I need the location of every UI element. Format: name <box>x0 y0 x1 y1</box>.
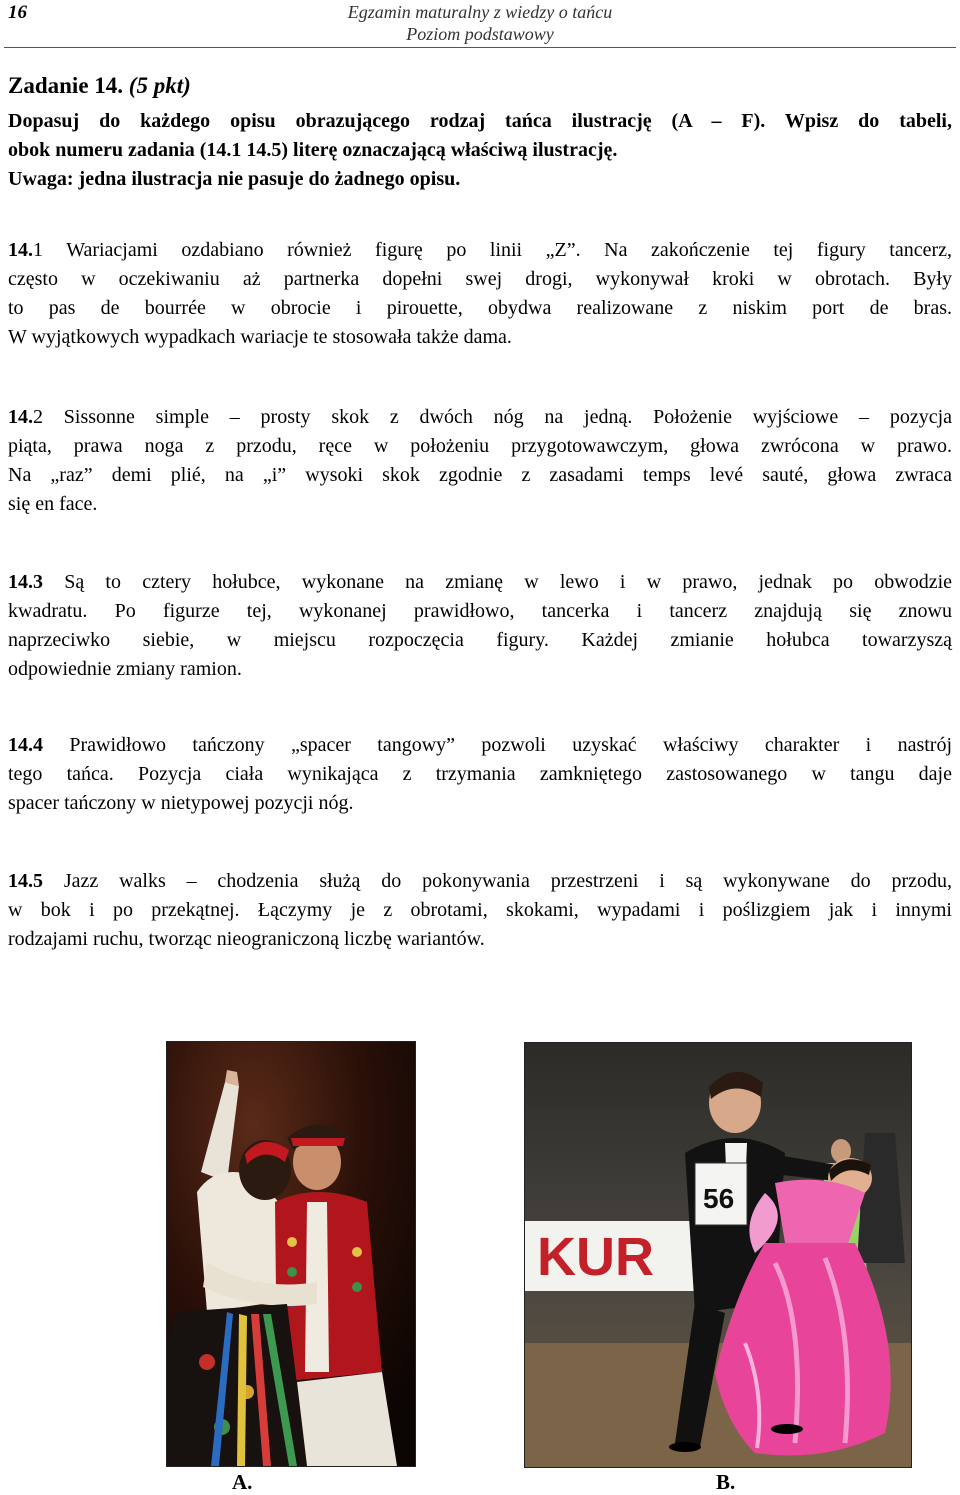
task-heading-label: Zadanie 14. <box>8 73 124 98</box>
header-rule <box>4 47 956 48</box>
instruction-line: obok numeru zadania (14.1 14.5) literę oznaczającą właściwą ilustrację. <box>8 139 618 161</box>
exam-level: Poziom podstawowy <box>406 24 554 44</box>
photo-a-folk-dance <box>166 1041 416 1467</box>
item-text-line: się en face. <box>8 493 98 515</box>
item-text-line: Wariacjami ozdabiano również figurę po linii „Z”. Na zakończenie tej figury tancerz, <box>66 239 953 261</box>
task-points: (5 pkt) <box>128 73 191 98</box>
page-number: 16 <box>8 2 27 23</box>
photo-b-ballroom-dance <box>524 1042 912 1468</box>
item-14-4 <box>8 731 952 818</box>
item-text-line: odpowiednie zmiany ramion. <box>8 658 242 680</box>
item-text-line: spacer tańczony w nietypowej pozycji nóg. <box>8 792 354 814</box>
item-14-5 <box>8 867 952 954</box>
task-instructions <box>8 107 952 194</box>
item-number: 14.5 <box>8 870 43 892</box>
exam-title: Egzamin maturalny z wiedzy o tańcu <box>347 2 613 22</box>
caption-a: A. <box>232 1470 253 1494</box>
item-number: 14.3 <box>8 571 43 593</box>
item-text-line: Sissonne simple – prosty skok z dwóch nóg na jedną. Położenie wyjściowe – pozycja <box>63 406 953 428</box>
item-text-line: rodzajami ruchu, tworząc nieograniczoną liczbę wariantów. <box>8 928 485 950</box>
item-text-line: w bok i po przekątnej. Łączymy je z obrotami, skokami, wypadami i poślizgiem jak i innymi <box>8 899 952 921</box>
item-text-line: często w oczekiwaniu aż partnerka dopełni swej drogi, wykonywał kroki w obrotach. Były <box>8 268 952 290</box>
item-text-line: to pas de bourrée w obrocie i pirouette, obydwa realizowane z niskim port de bras. <box>8 297 952 319</box>
banner-text: KUR <box>537 1227 654 1287</box>
item-text-line: Na „raz” demi plié, na „i” wysoki skok zgodnie z zasadami temps levé sauté, głowa zwraca <box>8 464 952 486</box>
task-heading <box>8 73 191 99</box>
item-text-line: Są to cztery hołubce, wykonane na zmianę w lewo i w prawo, jednak po obwodzie <box>64 571 953 593</box>
instruction-note: Uwaga: jedna ilustracja nie pasuje do żadnego opisu. <box>8 168 461 190</box>
item-number: 14.1 <box>8 239 43 261</box>
item-14-1 <box>8 236 952 352</box>
item-text-line: kwadratu. Po figurze tej, wykonanej prawidłowo, tancerka i tancerz znajdują się znowu <box>8 600 952 622</box>
item-text-line: naprzeciwko siebie, w miejscu rozpoczęcia figury. Każdej zmianie hołubca towarzyszą <box>8 629 952 651</box>
caption-b: B. <box>716 1470 736 1494</box>
item-number: 14.2 <box>8 406 43 428</box>
item-number: 14.4 <box>8 734 43 756</box>
item-text-line: Jazz walks – chodzenia służą do pokonywania przestrzeni i są wykonywane do przodu, <box>63 870 953 892</box>
bib-number: 56 <box>703 1183 735 1214</box>
item-14-2 <box>8 403 952 519</box>
instruction-line: Dopasuj do każdego opisu obrazującego rodzaj tańca ilustrację (A – F). Wpisz do tabeli, <box>8 110 952 132</box>
item-text-line: Prawidłowo tańczony „spacer tangowy” pozwoli uzyskać właściwy charakter i nastrój <box>69 734 953 756</box>
item-14-3 <box>8 568 952 684</box>
item-text-line: piąta, prawa noga z przodu, ręce w położeniu przygotowawczym, głowa zwrócona w prawo. <box>8 435 952 457</box>
item-text-line: W wyjątkowych wypadkach wariacje te stosowała także dama. <box>8 326 512 348</box>
item-text-line: tego tańca. Pozycja ciała wynikająca z trzymania zamkniętego zastosowanego w tangu daje <box>8 763 952 785</box>
